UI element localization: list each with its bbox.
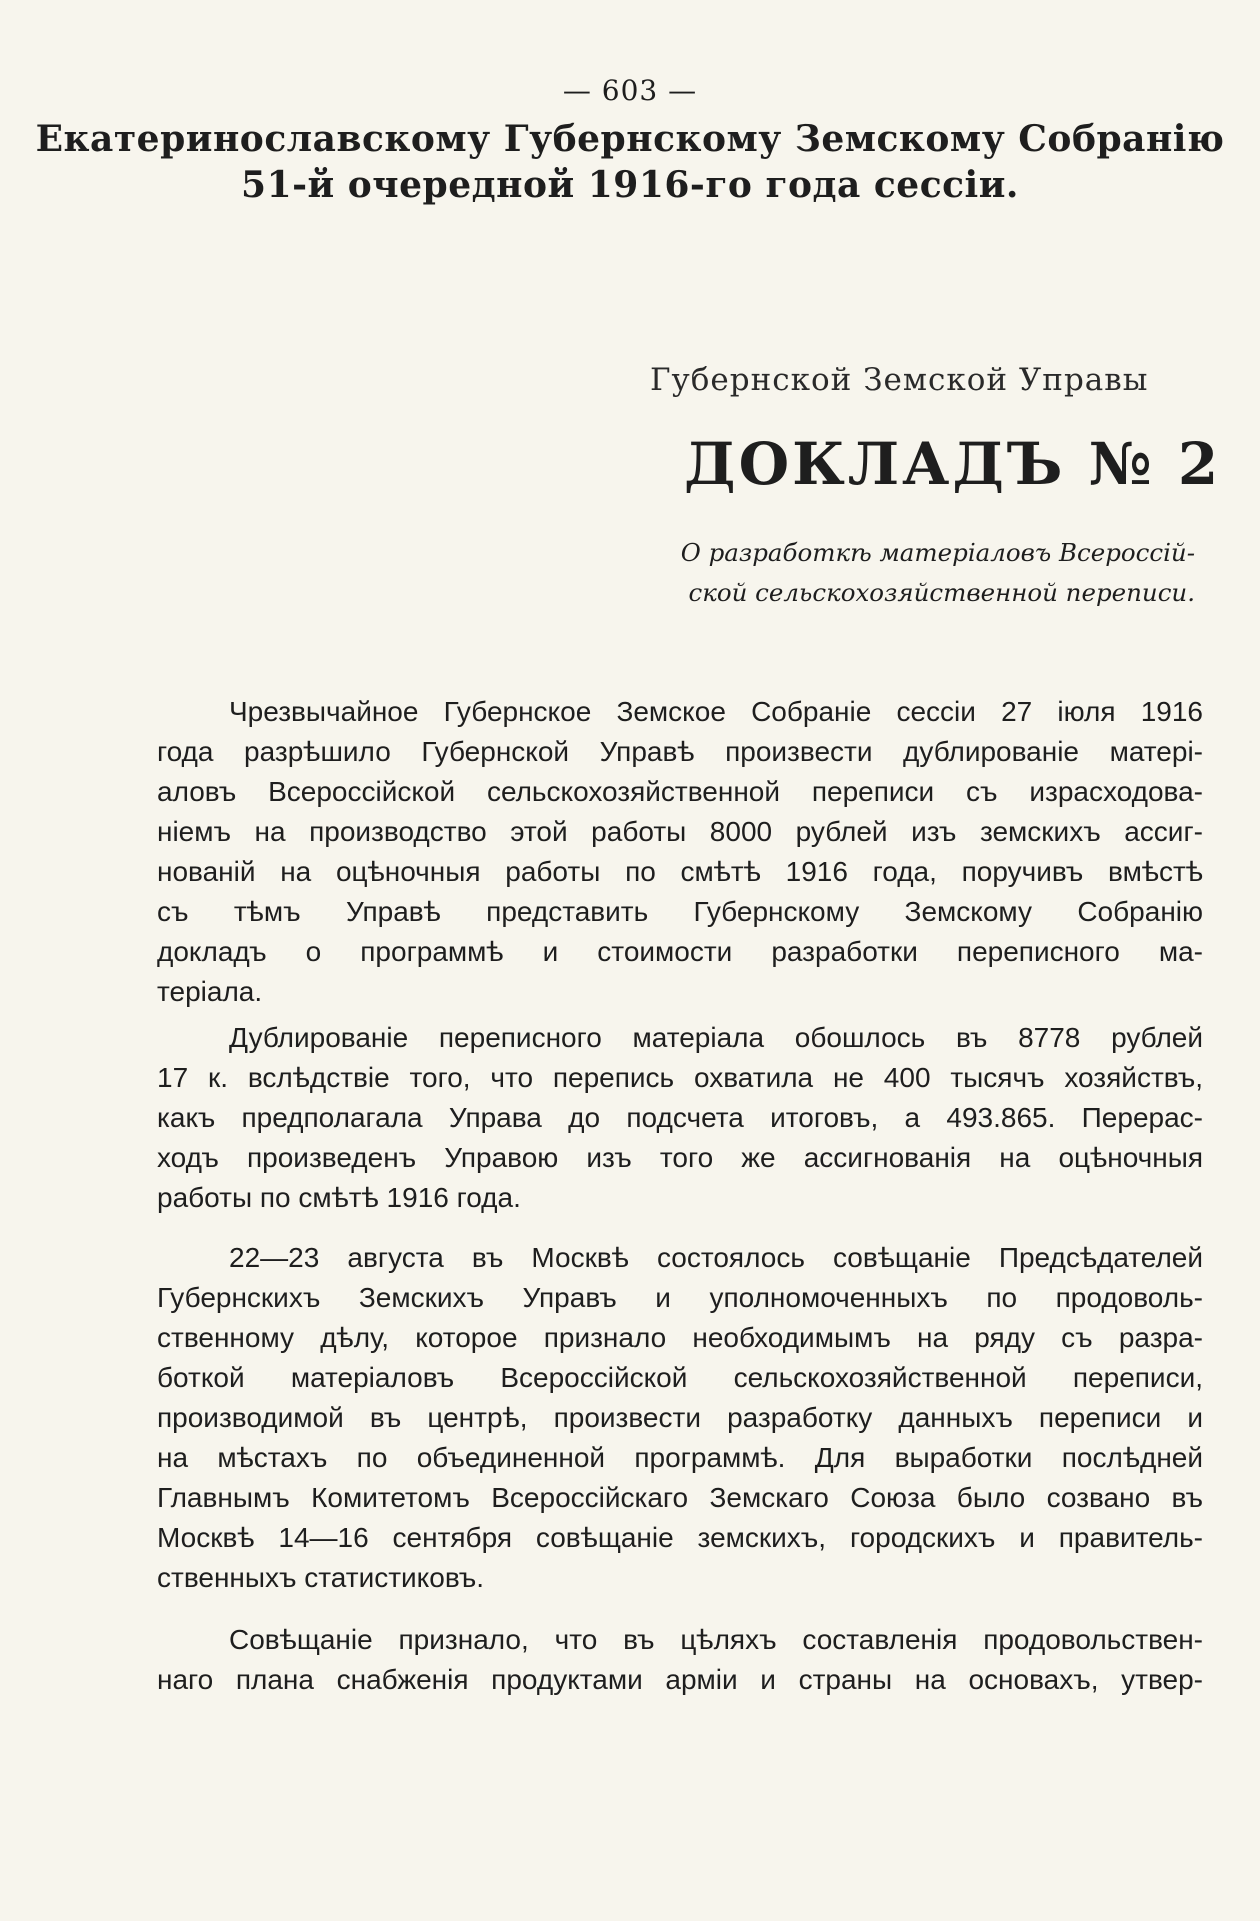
text-line: работы по смѣтѣ 1916 года. (157, 1182, 521, 1213)
text-line: года разрѣшило Губернской Управѣ произвести дублированіе матері- (157, 736, 1203, 767)
text-line: Главнымъ Комитетомъ Всероссійскаго Земскаго Союза было созвано въ (157, 1482, 1203, 1513)
report-title: ДОКЛАДЪ № 2 (684, 430, 1222, 498)
text-line: ственному дѣлу, которое признало необходимымъ на ряду съ разра- (157, 1322, 1203, 1353)
text-line: 17 к. вслѣдствіе того, что перепись охватила не 400 тысячъ хозяйствъ, (157, 1062, 1203, 1093)
text-line: какъ предполагала Управа до подсчета итоговъ, а 493.865. Перерас- (157, 1102, 1203, 1133)
paragraph-3 (157, 1238, 1203, 1598)
text-line: аловъ Всероссійской сельскохозяйственной переписи съ израсходова- (157, 776, 1203, 807)
subject-line: ской сельскохозяйственной переписи. (688, 578, 1195, 607)
issuing-authority: Губернской Земской Управы (650, 362, 1149, 398)
text-line: Москвѣ 14—16 сентября совѣщаніе земскихъ, городскихъ и правитель- (157, 1522, 1203, 1553)
paragraph-2 (157, 1018, 1203, 1218)
text-line: наго плана снабженія продуктами арміи и страны на основахъ, утвер- (157, 1664, 1203, 1695)
paragraph-1 (157, 692, 1203, 1012)
paragraph-4 (157, 1620, 1203, 1700)
page-number: — 603 — (562, 74, 698, 107)
text-line: докладъ о программѣ и стоимости разработки переписного ма- (157, 936, 1203, 967)
addressee-line-1: Екатеринославскому Губернскому Земскому Собранію (35, 118, 1225, 160)
text-line: нованій на оцѣночныя работы по смѣтѣ 1916 года, поручивъ вмѣстѣ (157, 856, 1203, 887)
text-line: ственныхъ статистиковъ. (157, 1562, 485, 1593)
subject-line: О разработкѣ матеріаловъ Всероссій- (680, 538, 1195, 567)
text-line: ніемъ на производство этой работы 8000 рублей изъ земскихъ ассиг- (157, 816, 1203, 847)
text-line: боткой матеріаловъ Всероссійской сельскохозяйственной переписи, (157, 1362, 1203, 1393)
text-line: Чрезвычайное Губернское Земское Собраніе сессіи 27 іюля 1916 (229, 696, 1203, 727)
text-line: ходъ произведенъ Управою изъ того же ассигнованія на оцѣночныя (157, 1142, 1203, 1173)
text-line: съ тѣмъ Управѣ представить Губернскому Земскому Собранію (157, 896, 1203, 927)
text-line: Совѣщаніе признало, что въ цѣляхъ составленія продовольствен- (229, 1624, 1203, 1655)
text-line: 22—23 августа въ Москвѣ состоялось совѣщаніе Предсѣдателей (229, 1242, 1203, 1273)
text-line: на мѣстахъ по объединенной программѣ. Для выработки послѣдней (157, 1442, 1203, 1473)
report-subject (595, 533, 1195, 613)
text-line: Губернскихъ Земскихъ Управъ и уполномоченныхъ по продоволь- (157, 1282, 1203, 1313)
text-line: производимой въ центрѣ, произвести разработку данныхъ переписи и (157, 1402, 1203, 1433)
text-line: теріала. (157, 976, 263, 1007)
text-line: Дублированіе переписного матеріала обошлось въ 8778 рублей (229, 1022, 1203, 1053)
addressee-line-2: 51-й очередной 1916-го года сессіи. (241, 164, 1019, 206)
